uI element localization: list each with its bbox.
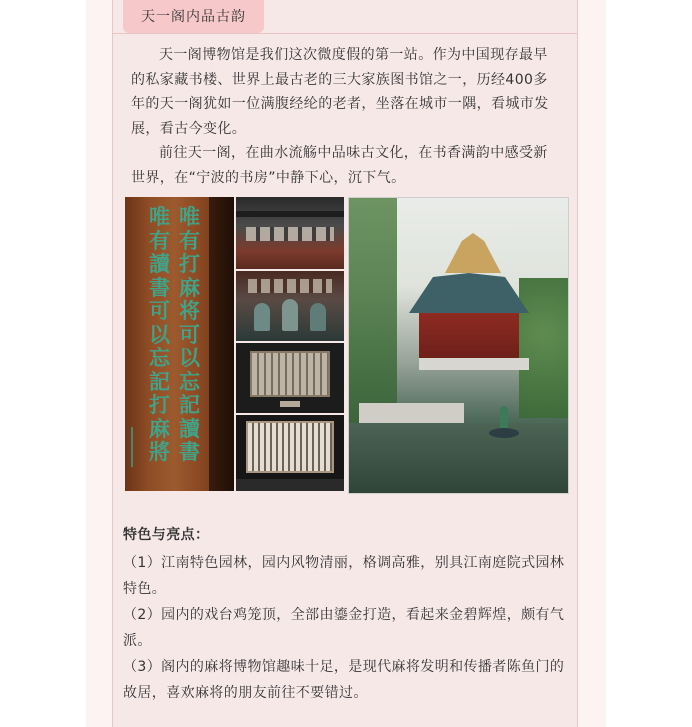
highlights-heading: 特色与亮点： bbox=[123, 527, 210, 543]
mahjong-diorama-photo bbox=[236, 271, 344, 341]
intro-paragraph-1: 天一阁博物馆是我们这次微度假的第一站。作为中国现存最早的私家藏书楼、世界上最古老的三大家族图书馆之一，历经400多年的天一阁犹如一位满腹经纶的老者，坐落在城市一隅，看城市发展，看古今变化。 bbox=[131, 47, 549, 137]
museum-hall-photo bbox=[236, 197, 344, 269]
highlight-item-1: （1）江南特色园林，园内风物清丽，格调高雅，别具江南庭院式园林特色。 bbox=[123, 555, 565, 597]
highlight-item-3: （3）阁内的麻将博物馆趣味十足，是现代麻将发明和传播者陈鱼门的故居，喜欢麻将的朋友前往不要错过。 bbox=[123, 659, 565, 701]
calligraphy-column-left: 唯有讀書可以忘記打麻將 bbox=[149, 204, 170, 464]
highlights-section bbox=[123, 522, 569, 706]
calligraphy-column-right: 唯有打麻将可以忘記讀書 bbox=[179, 204, 200, 464]
intro-text bbox=[131, 43, 561, 190]
photo-collage bbox=[125, 196, 569, 494]
pavilion-garden-photo bbox=[348, 197, 569, 494]
title-divider bbox=[113, 33, 577, 34]
mahjong-tiles-display-photo-2 bbox=[236, 415, 344, 491]
mahjong-tiles-display-photo-1 bbox=[236, 343, 344, 413]
intro-paragraph-2: 前往天一阁，在曲水流觞中品味古文化，在书香满韵中感受新世界，在“宁波的书房”中静下心，沉下气。 bbox=[131, 145, 548, 186]
calligraphy-board-photo bbox=[125, 197, 234, 491]
section-title: 天一阁内品古韵 bbox=[123, 0, 264, 33]
article-card bbox=[112, 0, 578, 727]
highlight-item-2: （2）园内的戏台鸡笼顶，全部由鎏金打造，看起来金碧辉煌，颇有气派。 bbox=[123, 607, 565, 649]
